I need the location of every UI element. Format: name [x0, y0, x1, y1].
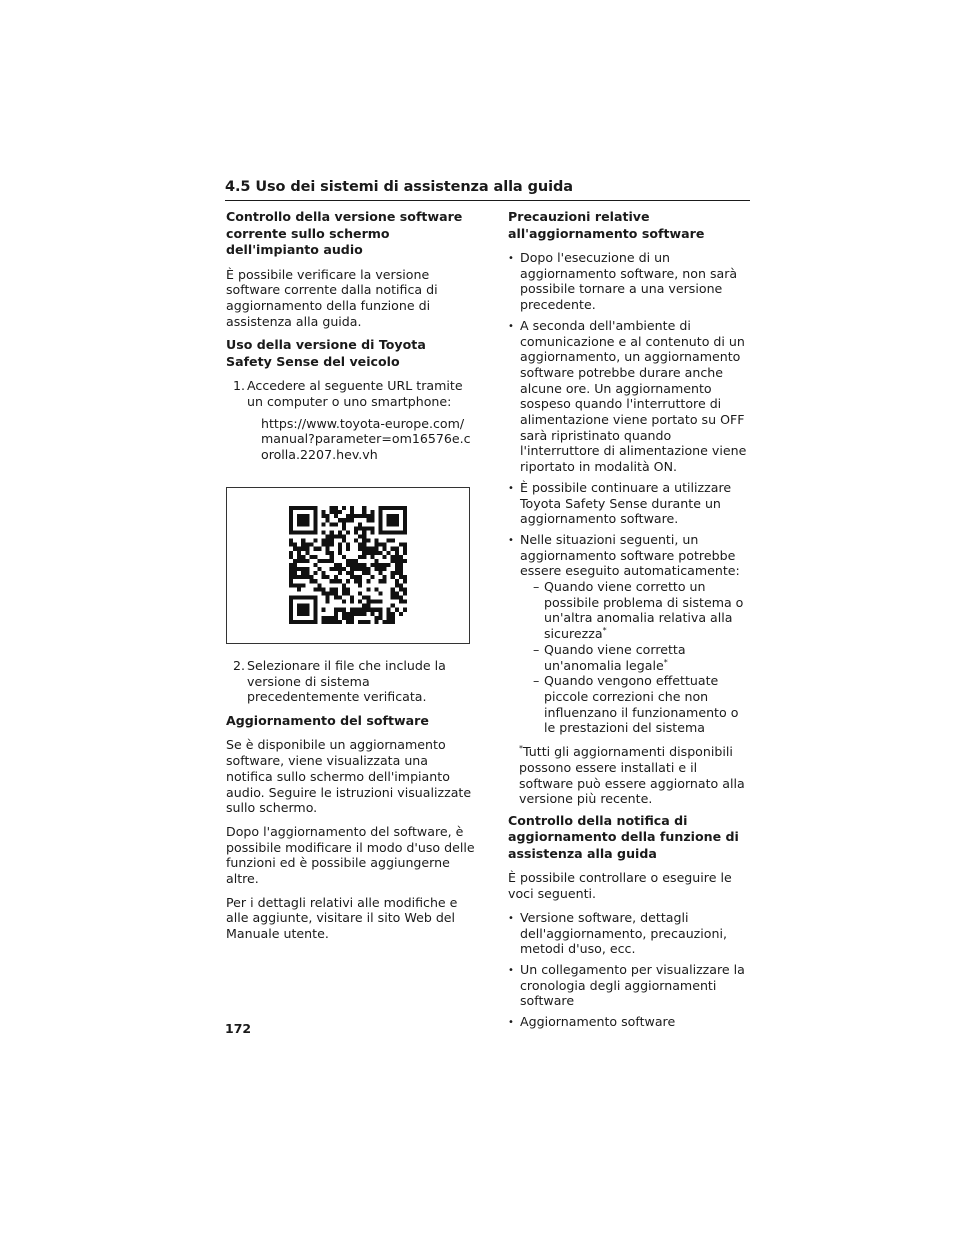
step-item	[226, 658, 476, 705]
list-item: • È possibile continuare a utilizzare Toyota Safety Sense durante un aggiornamento software.	[508, 480, 753, 527]
paragraph-notification-info: È possibile controllare o eseguire le voci seguenti.	[508, 870, 732, 902]
steps-list-continued	[226, 658, 476, 705]
footnote-text: Tutti gli aggiornamenti disponibili possono essere installati e il software può essere aggiornato alla versione più recente.	[519, 744, 745, 807]
step-text: Accedere al seguente URL tramite un computer o uno smartphone:	[247, 378, 463, 410]
heading-notification-check: Controllo della notifica di aggiornamento della funzione di assistenza alla guida	[508, 812, 739, 861]
page-number: 172	[225, 1021, 252, 1036]
left-column	[226, 209, 476, 950]
footnote-marker: *	[663, 657, 668, 667]
sub-list-text: Quando viene corretto un possibile problema di sistema o un'altra anomalia relativa alla sicurezza	[544, 579, 744, 642]
list-item: • Aggiornamento software	[508, 1014, 753, 1030]
list-item: • Dopo l'esecuzione di un aggiornamento software, non sarà possibile tornare a una versione precedente.	[508, 250, 753, 313]
footnote-marker: *	[519, 743, 523, 753]
steps-list	[226, 378, 476, 463]
notification-items-list	[508, 910, 753, 1030]
paragraph-version-info: È possibile verificare la versione software corrente dalla notifica di aggiornamento della funzione di assistenza alla guida.	[226, 266, 438, 329]
heading-version-check: Controllo della versione software corrente sullo schermo dell'impianto audio	[226, 209, 463, 257]
heading-software-update: Aggiornamento del software	[226, 712, 429, 728]
sub-list-item	[534, 642, 753, 673]
sub-list-text: Quando vengono effettuate piccole correzioni che non influenzano il funzionamento o le prestazioni del sistema	[544, 673, 739, 736]
automatic-update-cases	[520, 579, 753, 736]
step-number: 2.	[233, 657, 246, 673]
section-header: 4.5 Uso dei sistemi di assistenza alla guida	[225, 178, 750, 201]
step-text: Selezionare il file che include la versione di sistema precedentemente verificata.	[247, 657, 446, 705]
step-number: 1.	[233, 378, 246, 394]
paragraph-update-notice: Se è disponibile un aggiornamento software, viene visualizzata una notifica sullo schermo dell'impianto audio. Seguire le istruzioni visualizzate sullo schermo.	[226, 737, 472, 816]
step-item	[226, 378, 476, 463]
list-item: • Un collegamento per visualizzare la cronologia degli aggiornamenti software	[508, 962, 753, 1009]
list-item: • A seconda dell'ambiente di comunicazione e al contenuto di un aggiornamento, un aggiornamento software potrebbe durare anche alcune ore. Un aggiornamento sospeso quando l'interruttore di alimentazione viene portato su OFF sarà ripristinato quando l'interruttore di alimentazione viene riportato in modalità ON.	[508, 318, 753, 475]
sub-list-text: Quando viene corretta un'anomalia legale	[544, 641, 686, 673]
precautions-list	[508, 250, 753, 736]
sub-list-item	[534, 673, 753, 736]
heading-precautions: Precauzioni relative all'aggiornamento software	[508, 209, 705, 241]
qr-code-frame	[226, 487, 470, 644]
footnote	[508, 744, 753, 807]
paragraph-after-update: Dopo l'aggiornamento del software, è possibile modificare il modo d'uso delle funzioni ed è possibile aggiungerne altre.	[226, 823, 475, 887]
manual-url[interactable]: https://www.toyota-europe.com/manual?parameter=om16576e.corolla.2207.hev.vh	[261, 415, 471, 463]
qr-code-modules	[289, 506, 407, 624]
footnote-marker: *	[602, 625, 607, 635]
qr-code-icon	[289, 506, 407, 624]
heading-toyota-safety-sense: Uso della versione di Toyota Safety Sense del veicolo	[226, 337, 426, 369]
list-item-text: Nelle situazioni seguenti, un aggiornamento software potrebbe essere eseguito automaticamente:	[520, 531, 740, 579]
list-item	[508, 532, 753, 736]
paragraph-manual-details: Per i dettagli relativi alle modifiche e alle aggiunte, visitare il sito Web del Manuale utente.	[226, 894, 458, 942]
right-column	[508, 209, 753, 1038]
sub-list-item	[534, 579, 753, 642]
list-item: • Versione software, dettagli dell'aggiornamento, precauzioni, metodi d'uso, ecc.	[508, 910, 753, 957]
